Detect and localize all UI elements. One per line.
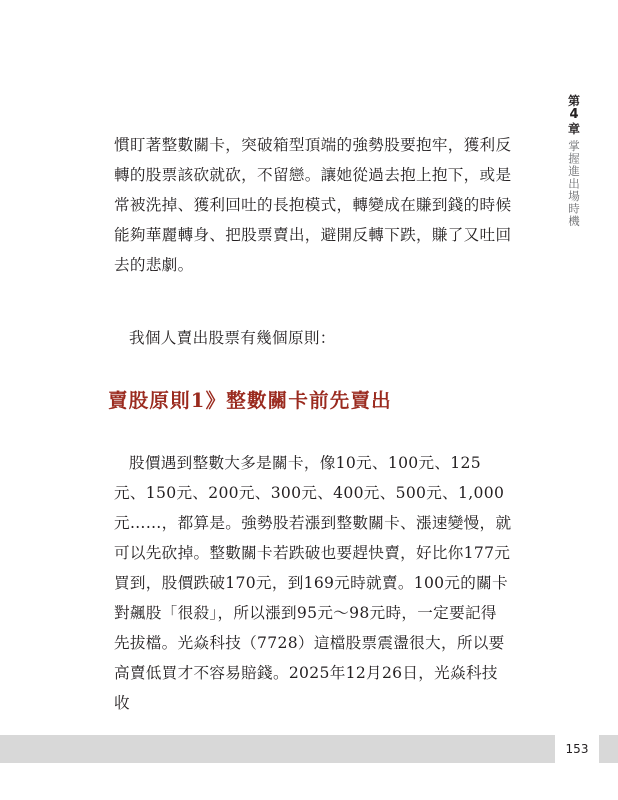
text-line: 慣盯著整數關卡，突破箱型頂端的強勢股要抱牢，獲利反 — [114, 136, 512, 154]
text-line: 常被洗掉、獲利回吐的長抱模式，轉變成在賺到錢的時候 — [114, 196, 512, 214]
footer-band — [0, 735, 618, 763]
paragraph-principle-1 — [114, 448, 512, 718]
chapter-prefix: 第 — [567, 94, 580, 108]
text-line: 可以先砍掉。整數關卡若跌破也要趕快賣，好比你177元 — [114, 544, 511, 562]
text-line: 高賣低買才不容易賠錢。2025年12月26日，光焱科技收 — [114, 664, 498, 712]
text-line: 股價遇到整數大多是關卡，像10元、100元、125 — [129, 454, 481, 472]
text-line: 我個人賣出股票有幾個原則： — [129, 329, 336, 347]
section-heading: 賣股原則1》整數關卡前先賣出 — [108, 389, 392, 412]
text-line: 元、150元、200元、300元、400元、500元、1,000 — [114, 484, 505, 502]
paragraph-principles-intro — [114, 323, 512, 353]
text-line: 去的悲劇。 — [114, 256, 194, 274]
chapter-marker — [568, 94, 580, 136]
chapter-number: 4 — [569, 107, 579, 122]
page-number: 153 — [555, 735, 599, 763]
text-line: 先拔檔。光焱科技（7728）這檔股票震盪很大，所以要 — [114, 634, 505, 652]
text-line: 轉的股票該砍就砍，不留戀。讓她從過去抱上抱下，或是 — [114, 166, 512, 184]
text-line: 買到，股價跌破170元，到169元時就賣。100元的關卡 — [114, 574, 508, 592]
chapter-title: 掌握進出場時機 — [567, 140, 581, 228]
chapter-suffix: 章 — [567, 122, 580, 136]
chapter-side-tab — [564, 94, 584, 228]
paragraph-intro — [114, 130, 512, 280]
text-line: 元……，都算是。強勢股若漲到整數關卡、漲速變慢，就 — [114, 514, 512, 532]
text-line: 對飆股「很殺」，所以漲到95元～98元時，一定要記得 — [114, 604, 497, 622]
text-line: 能夠華麗轉身、把股票賣出，避開反轉下跌，賺了又吐回 — [114, 226, 512, 244]
